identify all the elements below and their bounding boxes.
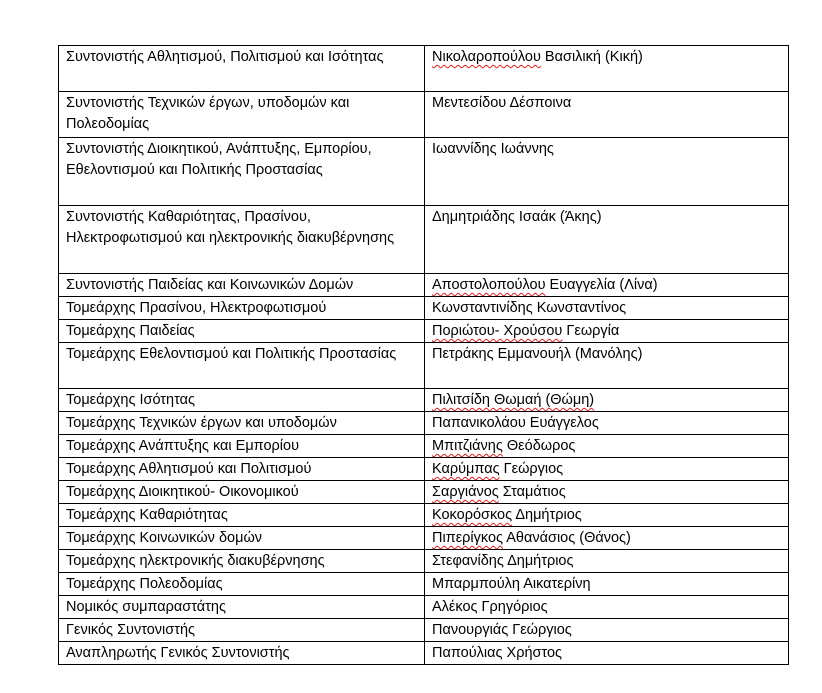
person-cell bbox=[425, 343, 789, 389]
role-cell: Συντονιστής Αθλητισμού, Πολιτισμού και Ισότητας bbox=[59, 46, 425, 92]
person-cell bbox=[425, 550, 789, 573]
table-row bbox=[59, 138, 789, 206]
role-cell: Τομεάρχης Παιδείας bbox=[59, 320, 425, 343]
table-row bbox=[59, 274, 789, 297]
person-cell bbox=[425, 206, 789, 274]
table-row bbox=[59, 596, 789, 619]
person-cell bbox=[425, 642, 789, 665]
person-cell bbox=[425, 320, 789, 343]
role-cell: Τομεάρχης Εθελοντισμού και Πολιτικής Προστασίας bbox=[59, 343, 425, 389]
table-row bbox=[59, 343, 789, 389]
person-cell bbox=[425, 274, 789, 297]
spellcheck-flagged-name: Αποστολοπούλου bbox=[432, 277, 546, 293]
table-row bbox=[59, 92, 789, 138]
person-name-text: Μεντεσίδου Δέσποινα bbox=[432, 95, 572, 111]
table-row bbox=[59, 389, 789, 412]
table-row bbox=[59, 412, 789, 435]
spellcheck-flagged-name: Ποριώτου- Χρούσου bbox=[432, 323, 563, 339]
table-row bbox=[59, 642, 789, 665]
assignments-table bbox=[58, 45, 789, 665]
role-cell: Συντονιστής Καθαριότητας, Πρασίνου, Ηλεκτροφωτισμού και ηλεκτρονικής διακυβέρνησης bbox=[59, 206, 425, 274]
role-cell: Συντονιστής Παιδείας και Κοινωνικών Δομών bbox=[59, 274, 425, 297]
person-name-text: Βασιλική (Κική) bbox=[540, 49, 643, 65]
role-cell: Τομεάρχης Τεχνικών έργων και υποδομών bbox=[59, 412, 425, 435]
person-cell bbox=[425, 297, 789, 320]
role-cell: Τομεάρχης ηλεκτρονικής διακυβέρνησης bbox=[59, 550, 425, 573]
role-cell: Τομεάρχης Καθαριότητας bbox=[59, 504, 425, 527]
person-name-text: Μπαρμπούλη Αικατερίνη bbox=[432, 576, 591, 592]
person-cell bbox=[425, 92, 789, 138]
spellcheck-flagged-name: Μπιτζιάνης bbox=[432, 438, 503, 454]
person-name-text: Πανουργιάς Γεώργιος bbox=[432, 622, 572, 638]
person-cell bbox=[425, 504, 789, 527]
table-row bbox=[59, 458, 789, 481]
table-row bbox=[59, 297, 789, 320]
person-cell bbox=[425, 412, 789, 435]
person-cell bbox=[425, 46, 789, 92]
person-cell bbox=[425, 389, 789, 412]
person-name-text: Δημήτριος bbox=[512, 507, 582, 523]
person-name-text: Ιωαννίδης Ιωάννης bbox=[432, 141, 554, 157]
spellcheck-flagged-name: Πιπερίγκος bbox=[432, 530, 504, 546]
table-row bbox=[59, 435, 789, 458]
person-name-text: Παπούλιας Χρήστος bbox=[432, 645, 563, 661]
assignments-table-body bbox=[59, 46, 789, 665]
person-name-text: Δημητριάδης Ισαάκ (Άκης) bbox=[432, 209, 602, 225]
role-cell: Τομεάρχης Διοικητικού- Οικονομικού bbox=[59, 481, 425, 504]
table-row bbox=[59, 481, 789, 504]
person-name-text: Στεφανίδης Δημήτριος bbox=[432, 553, 574, 569]
person-cell bbox=[425, 619, 789, 642]
spellcheck-flagged-name: Νικολαροπούλου bbox=[432, 49, 541, 65]
role-cell: Γενικός Συντονιστής bbox=[59, 619, 425, 642]
role-cell: Τομεάρχης Αθλητισμού και Πολιτισμού bbox=[59, 458, 425, 481]
table-row bbox=[59, 550, 789, 573]
table-row bbox=[59, 46, 789, 92]
role-cell: Τομεάρχης Κοινωνικών δομών bbox=[59, 527, 425, 550]
table-row bbox=[59, 573, 789, 596]
person-cell bbox=[425, 458, 789, 481]
table-row bbox=[59, 206, 789, 274]
person-cell bbox=[425, 481, 789, 504]
table-row bbox=[59, 320, 789, 343]
spellcheck-flagged-name: Κοκορόσκος bbox=[432, 507, 513, 523]
person-cell bbox=[425, 527, 789, 550]
role-cell: Τομεάρχης Πολεοδομίας bbox=[59, 573, 425, 596]
person-name-text: Κωνσταντινίδης Κωνσταντίνος bbox=[432, 300, 627, 316]
person-name-text: Ευαγγελία (Λίνα) bbox=[545, 277, 658, 293]
person-cell bbox=[425, 573, 789, 596]
spellcheck-flagged-name: Σαργιάνος bbox=[432, 484, 499, 500]
person-cell bbox=[425, 596, 789, 619]
role-cell: Αναπληρωτής Γενικός Συντονιστής bbox=[59, 642, 425, 665]
table-row bbox=[59, 504, 789, 527]
role-cell: Τομεάρχης Ανάπτυξης και Εμπορίου bbox=[59, 435, 425, 458]
role-cell: Νομικός συμπαραστάτης bbox=[59, 596, 425, 619]
person-name-text: Γεώργιος bbox=[499, 461, 564, 477]
spellcheck-flagged-name: Καρύμπας bbox=[432, 461, 500, 477]
role-cell: Τομεάρχης Πρασίνου, Ηλεκτροφωτισμού bbox=[59, 297, 425, 320]
person-name-text: Αθανάσιος (Θάνος) bbox=[503, 530, 631, 546]
person-name-text: Θεόδωρος bbox=[502, 438, 576, 454]
person-name-text: Αλέκος Γρηγόριος bbox=[432, 599, 548, 615]
person-name-text: Σταμάτιος bbox=[498, 484, 566, 500]
role-cell: Συντονιστής Διοικητικού, Ανάπτυξης, Εμπορίου, Εθελοντισμού και Πολιτικής Προστασίας bbox=[59, 138, 425, 206]
person-cell bbox=[425, 435, 789, 458]
spellcheck-flagged-name: Πιλιτσίδη Θωμαή (Θώμη) bbox=[432, 392, 595, 408]
role-cell: Συντονιστής Τεχνικών έργων, υποδομών και Πολεοδομίας bbox=[59, 92, 425, 138]
person-name-text: Γεωργία bbox=[562, 323, 620, 339]
person-name-text: Πετράκης Εμμανουήλ (Μανόλης) bbox=[432, 346, 643, 362]
table-row bbox=[59, 527, 789, 550]
table-row bbox=[59, 619, 789, 642]
person-name-text: Παπανικολάου Ευάγγελος bbox=[432, 415, 599, 431]
person-cell bbox=[425, 138, 789, 206]
role-cell: Τομεάρχης Ισότητας bbox=[59, 389, 425, 412]
